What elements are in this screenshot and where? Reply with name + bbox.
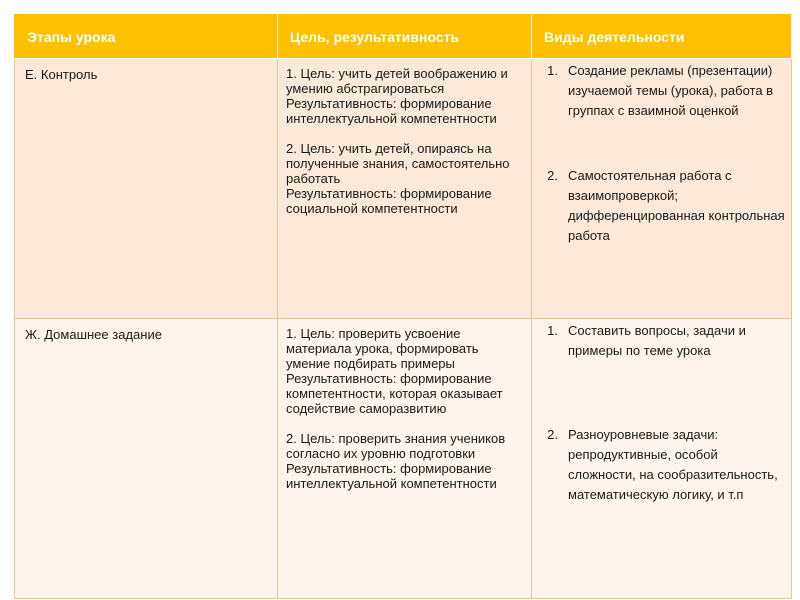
list-item [532, 166, 787, 246]
item-number: 2. [547, 427, 558, 442]
table-row [14, 319, 792, 599]
table-header [14, 14, 792, 59]
goals-cell [278, 319, 532, 599]
item-number: 1. [547, 63, 558, 78]
result-text: Результативность: формирование социальной компетентности [286, 186, 492, 216]
item-text: Создание рекламы (презентации) изучаемой темы (урока), работа в группах с взаимной оценкой [568, 63, 774, 118]
table-row [14, 59, 792, 319]
result-text: Результативность: формирование интеллектуальной компетентности [286, 96, 497, 126]
header-goals: Цель, результативность [278, 14, 532, 59]
goal-text: 2. Цель: учить детей, опираясь на полученные знания, самостоятельно работать [286, 141, 510, 186]
goal-text: 1. Цель: проверить усвоение материала урока, формировать умение подбирать примеры [286, 326, 479, 371]
item-text: Разноуровневые задачи: репродуктивные, особой сложности, на сообразительность, математическую логику, и т.п [568, 427, 778, 502]
goals-cell [278, 59, 532, 319]
item-text: Составить вопросы, задачи и примеры по теме урока [568, 323, 746, 358]
goal-text: 1. Цель: учить детей воображению и умению абстрагироваться [286, 66, 508, 96]
item-text: Самостоятельная работа с взаимопроверкой; дифференцированная контрольная работа [568, 168, 785, 243]
activities-cell [532, 59, 792, 319]
item-number: 2. [547, 168, 558, 183]
header-stages: Этапы урока [14, 14, 278, 59]
stage-cell: Е. Контроль [14, 59, 278, 319]
list-item [532, 321, 787, 361]
lesson-table [14, 14, 792, 599]
stage-cell: Ж. Домашнее задание [14, 319, 278, 599]
activities-cell [532, 319, 792, 599]
list-item [532, 61, 787, 121]
result-text: Результативность: формирование компетентности, которая оказывает содействие саморазвитию [286, 371, 503, 416]
header-activities: Виды деятельности [532, 14, 792, 59]
result-text: Результативность: формирование интеллектуальной компетентности [286, 461, 497, 491]
item-number: 1. [547, 323, 558, 338]
list-item [532, 425, 787, 505]
goal-text: 2. Цель: проверить знания учеников согласно их уровню подготовки [286, 431, 506, 461]
